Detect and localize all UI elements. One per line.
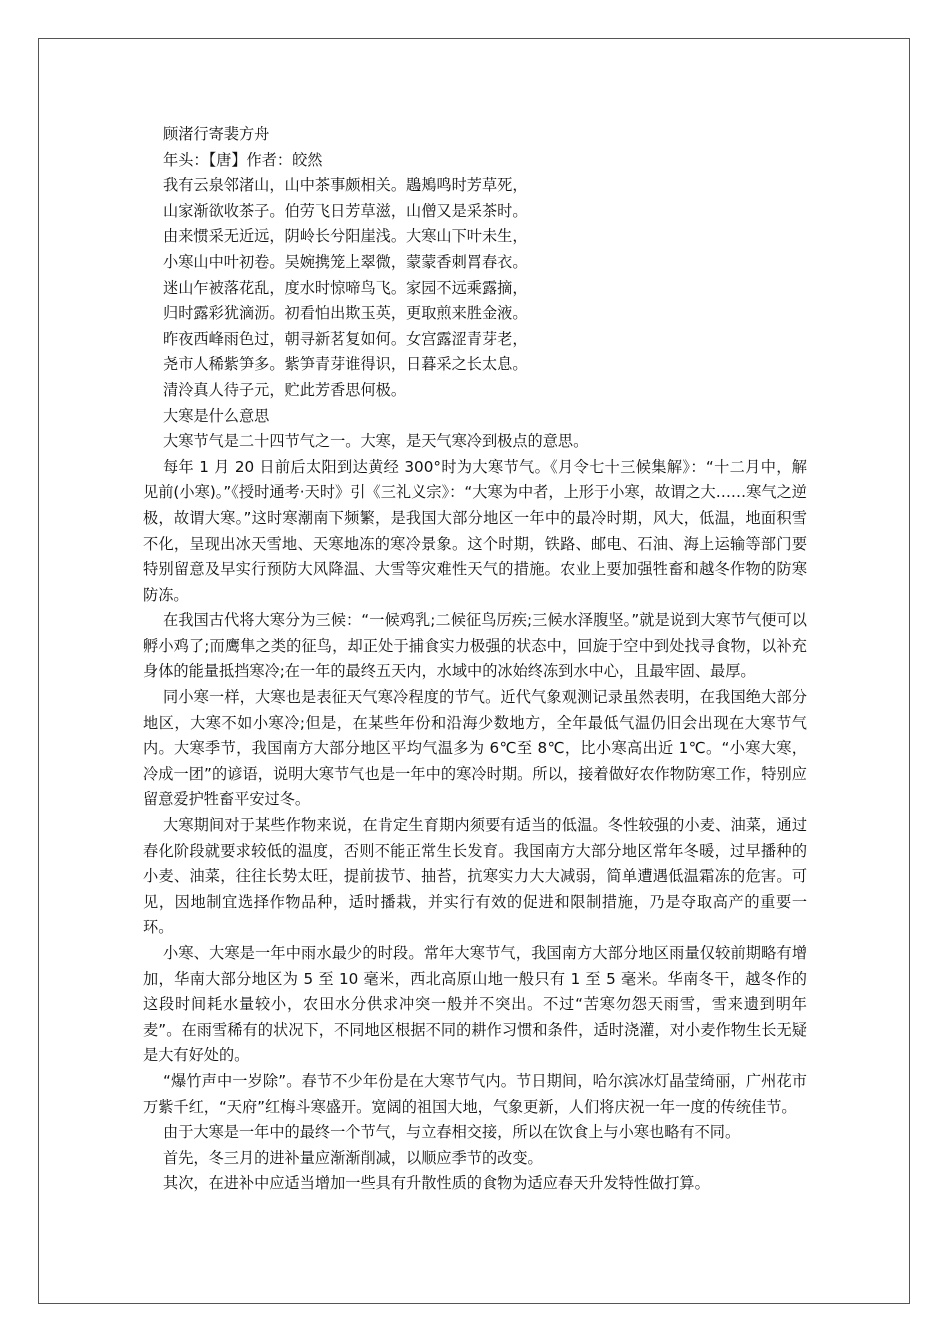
poem-meta: 年头：【唐】作者：皎然 [163,150,323,169]
document-body [143,122,807,1197]
article-paragraph: 同小寒一样，大寒也是表征天气寒冷程度的节气。近代气象观测记录虽然表明，在我国绝大部分地区，大寒不如小寒冷;但是，在某些年份和沿海少数地方，全年最低气温仍旧会出现在大寒节气内。大寒季节，我国南方大部分地区平均气温多为 6℃至 8℃，比小寒高出近 1℃。“小寒大寒，冷成一团”的谚语，说明大寒节气也是一年中的寒冷时期。所以，接着做好农作物防寒工作，特别应留意爱护牲畜平安过冬。 [143,688,807,809]
poem-line: 清泠真人待子元，贮此芳香思何极。 [163,380,406,399]
poem-line: 昨夜西峰雨色过，朝寻新茗复如何。女宫露涩青芽老， [163,329,528,348]
poem-line: 我有云泉邻渚山，山中茶事颇相关。鶗鴂鸣时芳草死， [163,176,528,195]
article-paragraph: 小寒、大寒是一年中雨水最少的时段。常年大寒节气，我国南方大部分地区雨量仅较前期略有增加，华南大部分地区为 5 至 10 毫米，西北高原山地一般只有 1 至 5 毫米。华南冬干，越冬作的这段时间耗水量较小，农田水分供求冲突一般并不突出。不过“苦寒勿怨天雨雪，雪来遗到明年麦”。在雨雪稀有的状况下，不同地区根据不同的耕作习惯和条件，适时浇灌，对小麦作物生长无疑是大有好处的。 [143,944,807,1065]
poem-line: 归时露彩犹滴沥。初看怕出欺玉英，更取煎来胜金液。 [163,304,528,323]
poem-line: 小寒山中叶初卷。吴婉携笼上翠微，蒙蒙香刺罥春衣。 [163,252,528,271]
article-paragraph: 大寒节气是二十四节气之一。大寒，是天气寒冷到极点的意思。 [163,432,589,451]
poem-line: 迷山乍被落花乱，度水时惊啼鸟飞。家园不远乘露摘， [163,278,528,297]
article-paragraph: “爆竹声中一岁除”。春节不少年份是在大寒节气内。节日期间，哈尔滨冰灯晶莹绮丽，广州花市万紫千红，“天府”红梅斗寒盛开。宽阔的祖国大地，气象更新，人们将庆祝一年一度的传统佳节。 [143,1071,807,1116]
poem-title: 顾渚行寄裴方舟 [163,125,270,143]
article [143,404,807,1197]
article-paragraph: 每年 1 月 20 日前后太阳到达黄经 300°时为大寒节气。《月令七十三候集解》：“十二月中，解见前(小寒)。”《授时通考·天时》引《三礼义宗》：“大寒为中者，上形于小寒，故谓之大……寒气之逆极，故谓大寒。”这时寒潮南下频繁，是我国大部分地区一年中的最冷时期，风大，低温，地面积雪不化，呈现出冰天雪地、天寒地冻的寒冷景象。这个时期，铁路、邮电、石油、海上运输等部门要特别留意及早实行预防大风降温、大雪等灾难性天气的措施。农业上要加强牲畜和越冬作物的防寒防冻。 [143,457,807,604]
poem [143,122,807,404]
poem-line: 山家渐欲收茶子。伯劳飞日芳草滋，山僧又是采茶时。 [163,201,528,220]
article-heading: 大寒是什么意思 [163,406,270,425]
article-paragraph: 在我国古代将大寒分为三候：“一候鸡乳;二候征鸟厉疾;三候水泽腹坚。”就是说到大寒节气便可以孵小鸡了;而鹰隼之类的征鸟，却正处于捕食实力极强的状态中，回旋于空中到处找寻食物，以补充身体的能量抵挡寒冷;在一年的最终五天内，水域中的冰始终冻到水中心，且最牢固、最厚。 [143,611,807,681]
poem-line: 尧市人稀紫笋多。紫笋青芽谁得识，日暮采之长太息。 [163,355,528,374]
poem-line: 由来惯采无近远，阴岭长兮阳崖浅。大寒山下叶未生， [163,227,528,246]
article-paragraph: 首先，冬三月的进补量应渐渐削减，以顺应季节的改变。 [163,1148,543,1167]
article-paragraph: 其次，在进补中应适当增加一些具有升散性质的食物为适应春天升发特性做打算。 [163,1174,710,1193]
article-paragraph: 由于大寒是一年中的最终一个节气，与立春相交接，所以在饮食上与小寒也略有不同。 [163,1123,741,1142]
article-paragraph: 大寒期间对于某些作物来说，在肯定生育期内须要有适当的低温。冬性较强的小麦、油菜，通过春化阶段就要求较低的温度，否则不能正常生长发育。我国南方大部分地区常年冬暖，过早播种的小麦、油菜，往往长势太旺，提前拔节、抽苔，抗寒实力大大减弱，简单遭遇低温霜冻的危害。可见，因地制宜选择作物品种，适时播栽，并实行有效的促进和限制措施，乃是夺取高产的重要一环。 [143,816,807,937]
